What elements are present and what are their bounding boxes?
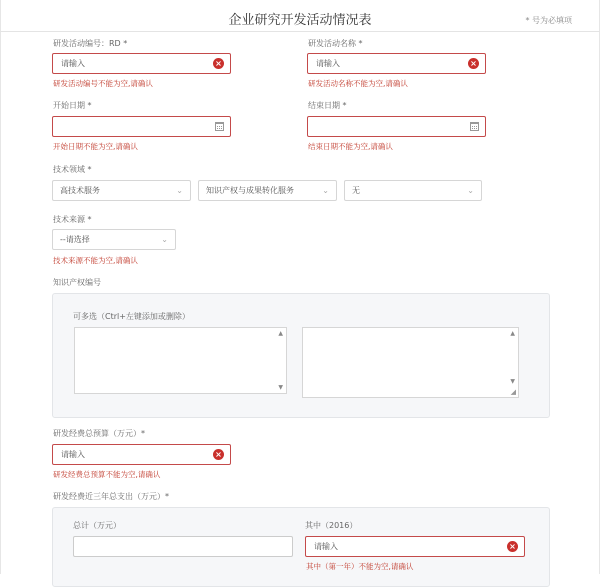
tech-source-error: 技术来源不能为空,请确认 [53,256,138,265]
rd-number-label: 研发活动编号：RD * [53,39,128,48]
three-year-label: 研发经费近三年总支出（万元）* [53,492,169,501]
chevron-down-icon: ⌄ [322,186,329,195]
clear-icon[interactable]: × [468,58,479,69]
total-input[interactable] [73,536,293,557]
tech-source-value: --请选择 [60,235,90,244]
tech-source-label: 技术来源 * [53,215,92,224]
start-date-label: 开始日期 * [53,101,92,110]
clear-icon[interactable]: × [213,449,224,460]
chevron-down-icon: ⌄ [467,186,474,195]
total-label: 总计（万元） [73,521,121,530]
scroll-down-icon[interactable]: ▼ [510,378,515,385]
clear-icon[interactable]: × [507,541,518,552]
year-2016-placeholder: 请输入 [314,542,338,551]
scroll-down-icon[interactable]: ▼ [278,384,283,391]
calendar-icon[interactable] [470,122,479,131]
three-year-panel [52,507,550,587]
clear-icon[interactable]: × [213,58,224,69]
page-title: 企业研究开发活动情况表 [228,13,372,28]
end-date-input[interactable] [307,116,486,137]
start-date-error: 开始日期不能为空,请确认 [53,142,138,151]
year-2016-input[interactable] [305,536,525,557]
chevron-down-icon: ⌄ [176,186,183,195]
budget-error: 研发经费总预算不能为空,请确认 [53,470,161,479]
tech-source-select[interactable] [52,229,176,250]
start-date-input[interactable] [52,116,231,137]
scroll-up-icon[interactable]: ▲ [278,330,283,337]
rd-number-placeholder: 请输入 [61,59,85,68]
rd-name-label: 研发活动名称 * [308,39,363,48]
chevron-down-icon: ⌄ [161,235,168,244]
tech-field-label: 技术领域 * [53,165,92,174]
ip-available-list[interactable] [74,327,287,394]
resize-handle-icon[interactable]: ◢ [510,388,516,396]
rd-name-input[interactable] [307,53,486,74]
rd-number-error: 研发活动编号不能为空,请确认 [53,79,153,88]
ip-numbers-hint: 可多选（Ctrl+左键添加或删除） [73,312,190,321]
end-date-label: 结束日期 * [308,101,347,110]
budget-label: 研发经费总预算（万元）* [53,429,145,438]
calendar-icon[interactable] [215,122,224,131]
ip-selected-list[interactable] [302,327,519,398]
tech-field-select-1-value: 高技术服务 [60,186,100,195]
rd-number-input[interactable] [52,53,231,74]
tech-field-select-2[interactable] [198,180,337,201]
ip-numbers-panel [52,293,550,418]
required-note: * 号为必填项 [525,16,572,25]
ip-numbers-label: 知识产权编号 [53,278,101,287]
year-2016-error: 其中（第一年）不能为空,请确认 [306,562,414,571]
budget-input[interactable] [52,444,231,465]
rd-name-error: 研发活动名称不能为空,请确认 [308,79,408,88]
scroll-up-icon[interactable]: ▲ [510,330,515,337]
tech-field-select-2-value: 知识产权与成果转化服务 [206,186,294,195]
tech-field-select-3-value: 无 [352,186,360,195]
end-date-error: 结束日期不能为空,请确认 [308,142,393,151]
year-2016-label: 其中（2016） [305,521,358,530]
budget-placeholder: 请输入 [61,450,85,459]
rd-name-placeholder: 请输入 [316,59,340,68]
tech-field-select-3[interactable] [344,180,482,201]
title-divider [0,31,600,32]
tech-field-select-1[interactable] [52,180,191,201]
